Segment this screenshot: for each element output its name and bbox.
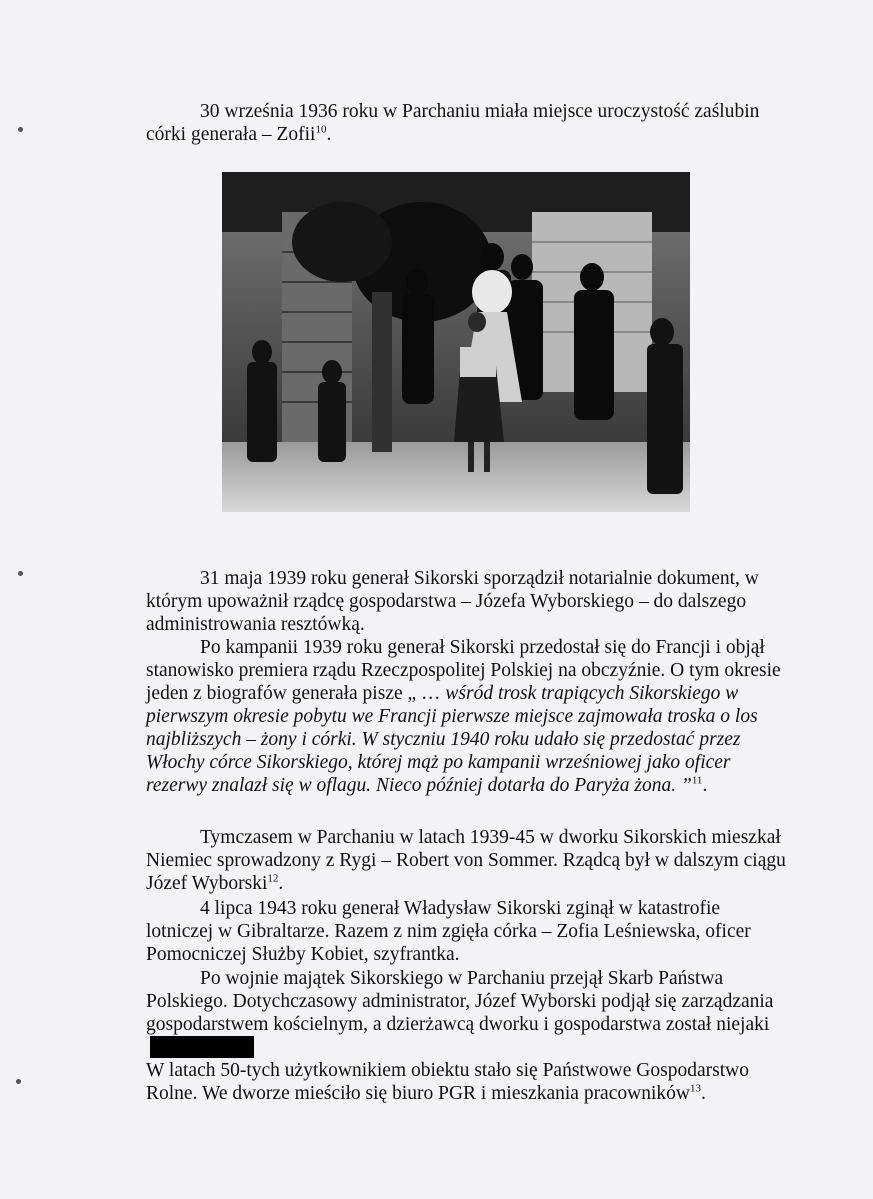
- paragraph-notarial-document: 31 maja 1939 roku generał Sikorski sporządził notarialnie dokument, w którym upoważnił rządcę gospodarstwa – Józefa Wyborskiego – do dalszego administrowania resztówką.: [146, 568, 759, 635]
- paragraph-after-war: Po wojnie majątek Sikorskiego w Parchaniu przejął Skarb Państwa Polskiego. Dotychczasowy administrator, Józef Wyborski podjął się zarządzania gospodarstwem kościelnym, a dzierżawcą dworku i gospodarstwa został niejaki: [146, 967, 786, 1059]
- paragraph-occupation: Tymczasem w Parchaniu w latach 1939-45 w dworku Sikorskich mieszkał Niemiec sprowadzony z Rygi – Robert von Sommer. Rządcą był w dalszym ciągu Józef Wyborski$^{12}$.: [146, 827, 786, 894]
- scan-speck: [16, 1079, 21, 1084]
- paragraph-campaign-1939: Po kampanii 1939 roku generał Sikorski przedostał się do Francji i objął stanowisko premiera rządu Rzeczpospolitej Polskiej na obczyźnie. O tym okresie jeden z biografów generała pisze „ … wśród trosk trapiących Sikorskiego w pierwszym okresie pobytu we Francji pierwsze miejsce zajmowała troska o los najbliższych – żony i córki. W styczniu 1940 roku udało się przedostać przez Włochy córce Sikorskiego, której mąż po kampanii wrześniowej jako oficer rezerwy znalazł się w oflagu. Nieco później dotarła do Paryża żona. ”$^{11}$.: [146, 637, 781, 796]
- scan-speck: [18, 127, 23, 132]
- redaction-bar: [150, 1036, 254, 1058]
- biography-quote: wśród trosk trapiących Sikorskiego w pierwszym okresie pobytu we Francji pierwsze miejsce zajmowała troska o los najbliższych – żony i córki. W styczniu 1940 roku udało się przedostać przez Włochy córce Sikorskiego, której mąż po kampanii wrześniowej jako oficer rezerwy znalazł się w oflagu. Nieco później dotarła do Paryża żona.: [146, 683, 758, 796]
- footnote-ref: 12: [267, 872, 279, 885]
- wedding-photo-image: [222, 172, 690, 512]
- wedding-photo: [222, 172, 690, 512]
- scan-speck: [18, 571, 23, 576]
- paragraph-pgr: W latach 50-tych użytkownikiem obiektu stało się Państwowe Gospodarstwo Rolne. We dworze mieściło się biuro PGR i mieszkania pracowników$^{13}$.: [146, 1060, 749, 1104]
- paragraph-wedding: 30 września 1936 roku w Parchaniu miała miejsce uroczystość zaślubin córki generała – Zofii$^{10}$.: [146, 101, 760, 145]
- footnote-ref: 13: [689, 1082, 701, 1095]
- footnote-ref: 11: [691, 774, 703, 787]
- footnote-ref: 10: [315, 123, 327, 136]
- paragraph-gibraltar: 4 lipca 1943 roku generał Władysław Sikorski zginął w katastrofie lotniczej w Gibraltarze. Razem z nim zgięła córka – Zofia Leśniewska, oficer Pomocniczej Służby Kobiet, szyfrantka.: [146, 898, 751, 965]
